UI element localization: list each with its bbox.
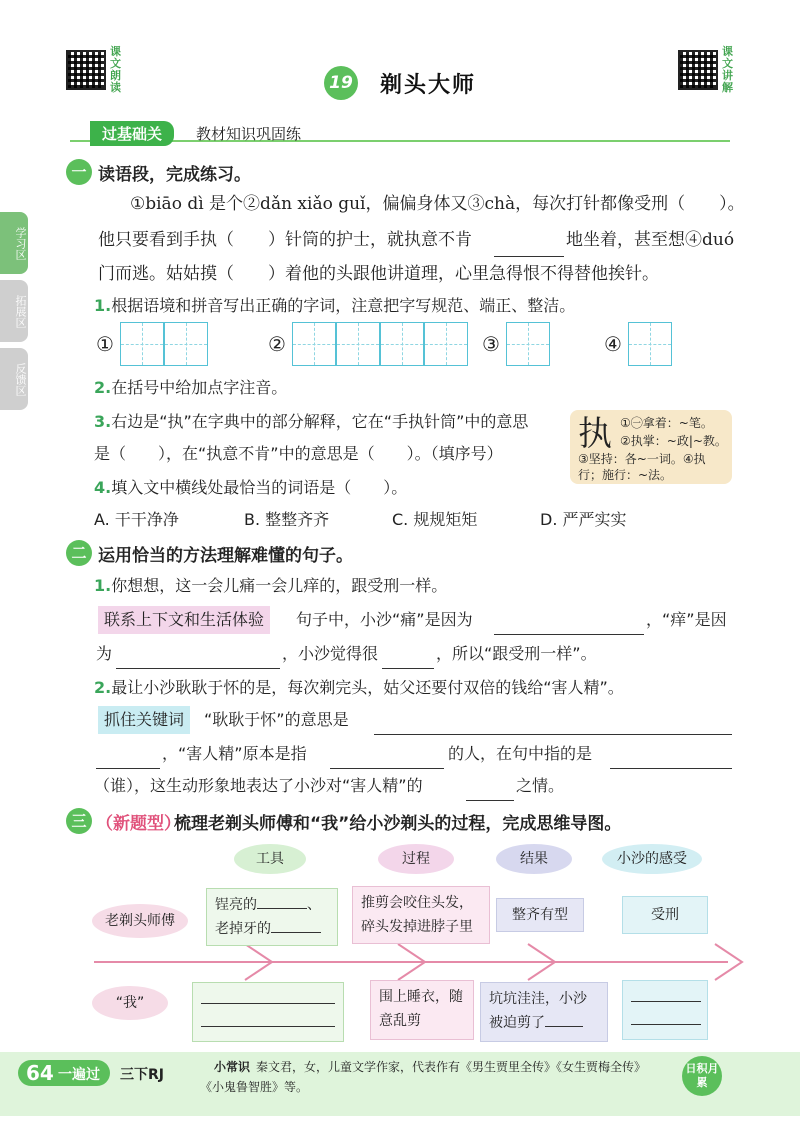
row1-tool-b-row [215,917,329,941]
s2-q2-text: 最让小沙耿耿于怀的是，每次剃完头，姑父还要付双倍的钱给“害人精”。 [111,678,624,697]
method-context: 联系上下文和生活体验 [98,606,270,634]
option-b[interactable]: B. 整整齐齐 [244,510,330,529]
tip-line-2: 《小鬼鲁智胜》等。 [200,1080,309,1094]
s1-q1-text: 根据语境和拼音写出正确的字词，注意把字写规范、端正、整洁。 [111,296,576,315]
row1-process-box: 推剪会咬住头发，碎头发掉进脖子里 [352,886,490,944]
s2-q1-text: 你想想，这一会儿痛一会儿痒的，跟受刑一样。 [111,576,448,595]
row1-label: 老剃头师傅 [92,904,188,938]
grid-label-4: ④ [604,332,622,356]
row2-result-b: 被迫剪了 [489,1015,545,1031]
grid-label-1: ① [96,332,114,356]
s2-l4a: ，“害人精”原本是指 [162,744,307,763]
s2-l1b: ，“痒”是因 [646,610,727,629]
passage-line-3: 门而逃。姑姑摸（ ）着他的头跟他讲道理，心里急得恨不得替他挨针。 [98,264,659,284]
passage-line-2a: 他只要看到手执（ ）针筒的护士，就执意不肯 [98,230,472,250]
category-tools: 工具 [234,844,306,874]
qr-right-label: 课文讲解 [722,45,733,94]
blank-row2-result[interactable] [545,1012,583,1027]
s1-q2-num: 2. [94,378,112,397]
row2-result-box [480,982,608,1042]
section3-title: 梳理老剃头师傅和“我”给小沙剃头的过程，完成思维导图。 [174,814,622,834]
row1-tool-a: 锃亮的 [215,897,257,913]
s1-q4-num: 4. [94,478,112,497]
s2-l5b: 之情。 [516,776,565,795]
section1-title: 读语段，完成练习。 [98,165,251,185]
dict-line-2: ②执掌：~政|~教。 [620,434,727,448]
blank-row2-feeling-a[interactable] [631,985,701,1002]
blank-row2-tool-a[interactable] [201,987,335,1004]
section3-tag: （新题型） [96,814,181,834]
row1-tool-a-row: 锃亮的 、 [215,893,329,917]
s1-q3-num: 3. [94,412,112,431]
row2-tools-box [192,982,344,1042]
s2-l1a: 句子中，小沙“痛”是因为 [296,610,473,629]
s2-l4b: 的人，在句中指的是 [448,744,593,763]
dict-char: 执 [578,414,612,454]
blank-row2-tool-b[interactable] [201,1010,335,1027]
band-subtitle: 教材知识巩固练 [196,125,302,143]
row2-result-a: 坑坑洼洼，小沙 [489,991,587,1007]
side-tab-feedback[interactable]: 反馈区 [0,348,28,410]
s2-l5a: （谁），这生动形象地表达了小沙对“害人精”的 [94,776,423,795]
row1-tools-box [206,888,338,946]
s2-l2b: ，小沙觉得很 [282,644,379,663]
s2-q1-num: 1. [94,576,112,595]
s1-q4-text: 填入文中横线处最恰当的词语是（ ）。 [111,478,408,497]
row2-result-b-row [489,1011,599,1035]
daily-badge: 日积月累 [682,1056,722,1096]
lesson-title: 剃头大师 [380,73,477,98]
lesson-number: 19 [324,66,358,100]
qr-left-label: 课文朗读 [110,45,121,94]
passage-line-2b: 地坐着，甚至想④duó [566,230,735,250]
dict-line-1: ①㊀拿着：~笔。 [620,416,713,430]
blank-tool-b[interactable] [271,918,321,933]
option-c[interactable]: C. 规规矩矩 [392,510,478,529]
blank-row2-feeling-b[interactable] [631,1008,701,1025]
s2-q2-num: 2. [94,678,112,697]
dict-line-4: 行；施行：~法。 [578,468,673,482]
row1-tool-b: 老掉牙的 [215,921,271,937]
option-d[interactable]: D. 严严实实 [540,510,627,529]
passage-line-1: ①biāo dì 是个②dǎn xiǎo guǐ，偏偏身体又③chà，每次打针都像受刑（ ）。 [130,194,745,214]
s1-q3-text-a: 右边是“执”在字典中的部分解释，它在“手执针筒”中的意思 [111,412,529,431]
section3-badge: 三 [66,808,92,834]
dict-line-3: ③坚持：各~一词。④执 [578,452,706,466]
section2-title: 运用恰当的方法理解难懂的句子。 [98,546,353,566]
tip-label: 小常识 [214,1060,251,1074]
row2-label: “我” [92,986,168,1020]
s1-q1-num: 1. [94,296,112,315]
section1-badge: 一 [66,159,92,185]
page-number: 64 [26,1061,54,1085]
option-a[interactable]: A. 干干净净 [94,510,179,529]
row1-feeling-box: 受刑 [622,896,708,934]
category-result: 结果 [496,844,572,874]
s1-q3-text-b: 是（ ），在“执意不肯”中的意思是（ ）。（填序号） [94,444,503,463]
s2-l2a: 为 [96,644,113,663]
s1-q2-text: 在括号中给加点字注音。 [111,378,288,397]
s2-l3: “耿耿于怀”的意思是 [204,710,349,729]
side-tab-study[interactable]: 学习区 [0,212,28,274]
row2-feeling-box [622,980,708,1040]
row2-process-box: 围上睡衣，随意乱剪 [370,980,474,1040]
footer-brand: 一遍过 [58,1067,100,1083]
footer-grade: 三下RJ [120,1067,164,1083]
grid-label-2: ② [268,332,286,356]
grid-label-3: ③ [482,332,500,356]
category-process: 过程 [378,844,454,874]
side-tab-expand[interactable]: 拓展区 [0,280,28,342]
category-feeling: 小沙的感受 [602,844,702,874]
section2-badge: 二 [66,540,92,566]
band-tag: 过基础关 [90,121,174,146]
tip-line-1: 秦文君，女，儿童文学作家，代表作有《男生贾里全传》《女生贾梅全传》 [256,1060,647,1074]
method-keyword: 抓住关键词 [98,706,190,734]
blank-tool-a[interactable] [257,894,307,909]
row1-result-box: 整齐有型 [496,898,584,932]
s2-l2c: ，所以“跟受刑一样”。 [436,644,597,663]
